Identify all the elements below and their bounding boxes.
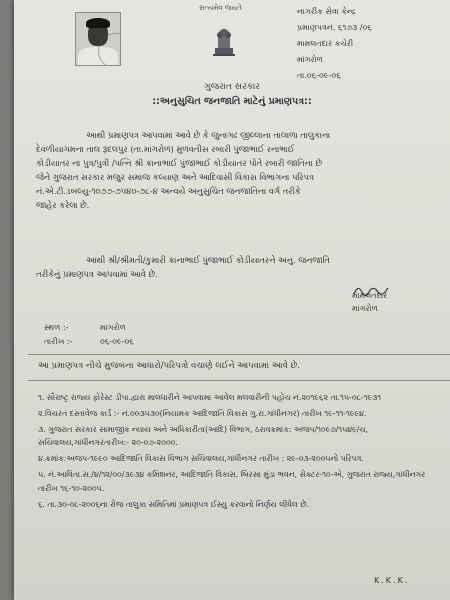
- signatory-block: [352, 289, 387, 315]
- national-emblem-icon: [209, 24, 239, 60]
- place-value: માંગરોળ: [100, 323, 126, 332]
- certificate-body-paragraph-2: [36, 253, 436, 281]
- issuing-office: મામલતદાર કચેરી: [297, 39, 354, 48]
- basis-heading: આ પ્રમાણપત્ર નીચે મુજબના આધારો/પરિપત્રો વંચાણે લઈને આપવામાં આવે છે.: [38, 361, 300, 371]
- body-line: દેવળીયાગમના તાલ રૂદલપુર (તા.માંગરોળ) મુળવતીસ રબારી પુંજાભાઈ રનાભાઈ: [36, 144, 295, 154]
- office-reference: [297, 4, 372, 84]
- certificate-body-paragraph-1: [36, 128, 436, 212]
- body-line: આથી પ્રમાણપત્ર આપવામાં આવે છે કે જુનાગઢ જીલ્લાના તાલાળા તાલુકાના: [86, 130, 331, 140]
- certificate-page: [14, 0, 450, 600]
- basis-list: [38, 391, 438, 513]
- body-line: આથી શ્રી/શ્રીમતી/કુમારી ક્રાનાભાઈ પુંજાભાઈ કોડીયાતરને અનુ. જનજાતિ: [86, 255, 330, 265]
- date-value: ૦૬-૦૯-૦૬: [100, 337, 134, 346]
- body-line: જેને ગુજરાત સરકાર મજુર સમાજ કલ્યાણ અને આદિવાસી વિકાસ વિભાગના પરિપત્ર: [36, 172, 314, 182]
- signatory-office: માંગરોળ: [352, 304, 378, 313]
- government-name: ગુજરાત સરકાર: [204, 82, 260, 92]
- closing-initials: K.K.K.: [374, 576, 410, 585]
- divider: [28, 354, 450, 355]
- body-line: કોડીયાતર ના પુત્ર/પુત્રી /પત્નિ શ્રી ક્રાનાભાઈ પુંજાભાઈ કોડીયાતર પોતે રબારી જાતિના છે: [36, 158, 322, 168]
- basis-item: ૫. નં.આવિતા.સ./૪/૧૨/૦૦/૩૯૩૪ કમિશનર, આદિજાતિ વિકાસ, બિરસા મુંડા ભવન, સેક્ટર-૧૦-એ, ગુજરાત રાજ્ય,ગાંધીનગર તારીખ ૧૬-૧૦-૨૦૦૫.: [38, 469, 426, 493]
- office-location: માંગરોળ: [297, 55, 323, 64]
- basis-item: ૬. તા.૩૦-૦૮-૨૦૦૬ના રોજ તાલુકા સમિતિમાં પ્રમાણપત્ર ઈસ્યુ કરવાનો નિર્ણય લીધેલ છે.: [38, 499, 309, 509]
- basis-item: ૩. ગુજરાત સરકાર સામાજીક ન્યાય અને અધિકારીતા(આદિ) વિભાગ, ઠરાવક્રમાંક: અજપ/૧૦૯૭/૧૫૪૯/ચ, સચિવાલય,ગાંધીનગરતારીખ:- ૨૦-૦૭-૨૦૦૦.: [38, 424, 369, 448]
- divider: [28, 380, 450, 381]
- service-center: નાગરીક સેવા કેન્દ્ર: [297, 7, 356, 16]
- basis-item: ૪.ક્રમાંક:અજપ-૧૯૯૦ આદિજાતિ વિકાસ વિભાગ સચિવાલય,ગાંધીનગર તારીખ : ૨૯-૦૩-૨૦૦૫નો પરિપત્ર.: [38, 454, 364, 464]
- body-line: નં.એ.ટી.ડબલ્યુ-૧૦૭૭-૭૫૪૦-૭૮-૪ અન્વયે અનુસુચિત જનજાતિના વર્ગ તરીકે: [36, 186, 301, 196]
- basis-item: ૨.વિચરત દસ્તાવેજ કાર્ડ :- નં.૦૦૩૫૩૦(નિયામક આદિજાતિ વિકાસ ગુ.રા.ગાંધીનગર) તારીખ ૧૯-૧૧-૧૯૯૪.: [38, 408, 367, 418]
- certificate-number: પ્રમાણપત્રનં. ૬૧૭૩ /૦૬: [297, 23, 372, 32]
- signatory-designation: મામલતદાર: [352, 291, 388, 300]
- national-motto: સત્યમેવ જયતે: [199, 4, 242, 12]
- issue-date: તા.૦૬-૦૯-૦૬: [297, 71, 341, 80]
- place-date-block: [44, 321, 134, 349]
- certificate-title: ::અનુસુચિત જનજાતિ માટેનું પ્રમાણપત્ર::: [152, 96, 312, 107]
- basis-item: ૧. સૌરાષ્ટ્ર રાજ્ય ફોરેસ્ટ ડીપા.દ્વારા માલધારીને આપવામા આવેલ મલવારીની પહોંચ નં.૨૦૧૯૬૨ તા.૧૫-૦૮-૧૯૩૧: [38, 393, 382, 402]
- body-line: તરીકેનું પ્રમાણપત્ર આપવામાં આવે છે.: [36, 269, 158, 279]
- body-line: જાહેર કરેલા છે.: [36, 200, 90, 210]
- applicant-photo: [75, 12, 121, 66]
- place-label: સ્થળ :-: [44, 323, 69, 332]
- date-label: તારીખ :-: [44, 337, 73, 346]
